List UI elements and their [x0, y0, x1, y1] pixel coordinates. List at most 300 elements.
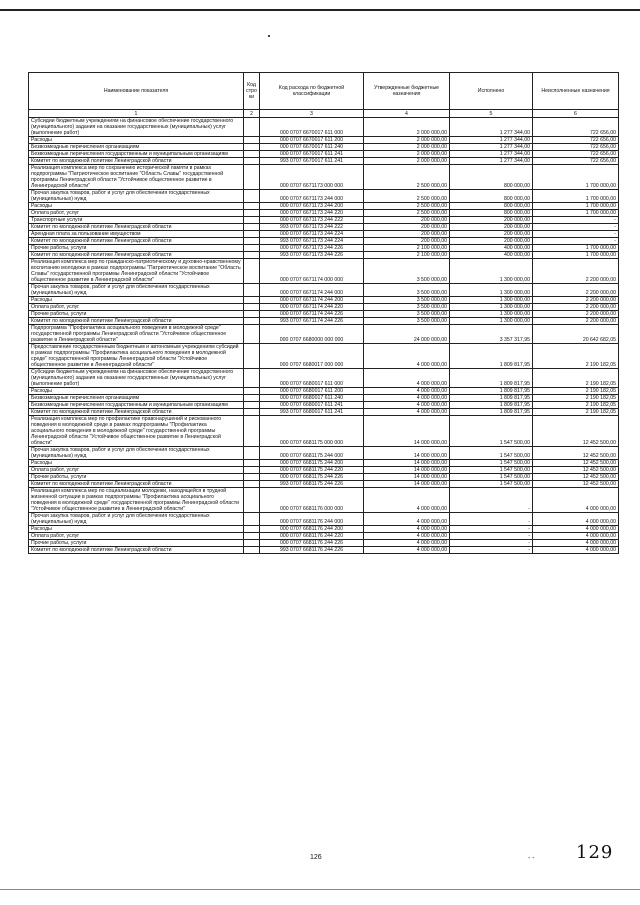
cell-indicator-name: Комитет по молодежной политике Ленинградской области [29, 409, 244, 416]
cell-budget-code: 993 0707 6681176 244 226 [260, 547, 364, 554]
table-header-row [29, 73, 619, 110]
cell-indicator-name: Прочие работы, услуги [29, 311, 244, 318]
cell-executed: - [450, 526, 533, 533]
cell-row-code [244, 118, 260, 137]
cell-executed: 400 000,00 [450, 245, 533, 252]
cell-approved: 2 000 000,00 [364, 137, 450, 144]
cell-row-code [244, 460, 260, 467]
cell-unexecuted: 1 700 000,00 [533, 165, 619, 190]
table-row [29, 224, 619, 231]
table-row [29, 533, 619, 540]
cell-row-code [244, 325, 260, 344]
cell-row-code [244, 190, 260, 203]
cell-unexecuted: 20 642 682,05 [533, 325, 619, 344]
cell-indicator-name: Арендная плата за пользование имуществом [29, 231, 244, 238]
column-number: 3 [260, 110, 364, 118]
cell-unexecuted: 12 452 500,00 [533, 467, 619, 474]
cell-approved: 3 500 000,00 [364, 311, 450, 318]
cell-approved: 2 000 000,00 [364, 118, 450, 137]
cell-row-code [244, 284, 260, 297]
cell-executed: 1 809 817,95 [450, 388, 533, 395]
cell-executed: 1 300 000,00 [450, 304, 533, 311]
cell-unexecuted: 12 452 500,00 [533, 416, 619, 447]
cell-budget-code: 000 0707 6681176 244 000 [260, 513, 364, 526]
cell-indicator-name: Безвозмездные перечисления организациям [29, 144, 244, 151]
table-row [29, 416, 619, 447]
cell-approved: 14 000 000,00 [364, 467, 450, 474]
cell-approved: 3 500 000,00 [364, 304, 450, 311]
cell-indicator-name: Оплата работ, услуг [29, 533, 244, 540]
cell-indicator-name: Расходы [29, 297, 244, 304]
table-row [29, 118, 619, 137]
cell-executed: 800 000,00 [450, 165, 533, 190]
cell-budget-code: 000 0707 6671173 244 000 [260, 190, 364, 203]
cell-row-code [244, 297, 260, 304]
cell-unexecuted: 722 656,00 [533, 118, 619, 137]
cell-executed: 1 809 817,95 [450, 395, 533, 402]
cell-row-code [244, 217, 260, 224]
header-executed: Исполнено [450, 73, 533, 110]
cell-budget-code: 000 0707 6671174 244 200 [260, 297, 364, 304]
cell-approved: 2 500 000,00 [364, 203, 450, 210]
cell-indicator-name: Безвозмездные перечисления государственным и муниципальным организациям [29, 151, 244, 158]
cell-unexecuted: 4 000 000,00 [533, 533, 619, 540]
cell-executed: 200 000,00 [450, 224, 533, 231]
cell-budget-code: 000 0707 6681176 000 000 [260, 488, 364, 513]
cell-row-code [244, 474, 260, 481]
cell-budget-code: 000 0707 6681175 000 000 [260, 416, 364, 447]
cell-budget-code: 000 0707 6681176 244 220 [260, 533, 364, 540]
cell-executed: 1 277 344,00 [450, 118, 533, 137]
cell-row-code [244, 311, 260, 318]
cell-executed: 1 300 000,00 [450, 259, 533, 284]
cell-row-code [244, 402, 260, 409]
cell-approved: 200 000,00 [364, 217, 450, 224]
cell-approved: 2 100 000,00 [364, 245, 450, 252]
table-row [29, 388, 619, 395]
table-row [29, 526, 619, 533]
cell-executed: 200 000,00 [450, 217, 533, 224]
cell-indicator-name: Прочие работы, услуги [29, 245, 244, 252]
cell-executed: 800 000,00 [450, 190, 533, 203]
cell-unexecuted: 722 656,00 [533, 158, 619, 165]
cell-unexecuted: 1 700 000,00 [533, 210, 619, 217]
table-row [29, 158, 619, 165]
cell-row-code [244, 488, 260, 513]
cell-budget-code: 000 0707 6680017 611 241 [260, 402, 364, 409]
cell-approved: 14 000 000,00 [364, 460, 450, 467]
cell-row-code [244, 395, 260, 402]
cell-executed: - [450, 547, 533, 554]
cell-unexecuted: 2 200 000,00 [533, 318, 619, 325]
cell-approved: 4 000 000,00 [364, 513, 450, 526]
table-row [29, 165, 619, 190]
budget-execution-table [28, 72, 619, 554]
cell-approved: 3 500 000,00 [364, 297, 450, 304]
cell-unexecuted: 4 000 000,00 [533, 513, 619, 526]
cell-row-code [244, 210, 260, 217]
cell-indicator-name: Субсидии бюджетным учреждениям на финансовое обеспечение государственного (муниципального) задания на оказание государственных (муниципальных) услуг (выполнение работ) [29, 369, 244, 388]
cell-row-code [244, 137, 260, 144]
page-number: 126 [310, 854, 322, 861]
cell-row-code [244, 318, 260, 325]
cell-budget-code: 000 0707 6680000 000 000 [260, 325, 364, 344]
cell-indicator-name: Прочие работы, услуги [29, 474, 244, 481]
cell-indicator-name: Прочая закупка товаров, работ и услуг для обеспечения государственных (муниципальных) нужд [29, 447, 244, 460]
cell-indicator-name: Прочая закупка товаров, работ и услуг для обеспечения государственных (муниципальных) нужд [29, 513, 244, 526]
cell-executed: 1 277 344,00 [450, 158, 533, 165]
cell-budget-code: 000 0707 6671173 244 220 [260, 210, 364, 217]
cell-row-code [244, 252, 260, 259]
table-row [29, 238, 619, 245]
cell-executed: - [450, 533, 533, 540]
cell-indicator-name: Оплата работ, услуг [29, 304, 244, 311]
table-row [29, 297, 619, 304]
cell-unexecuted: 12 452 500,00 [533, 474, 619, 481]
cell-indicator-name: Расходы [29, 388, 244, 395]
cell-approved: 4 000 000,00 [364, 344, 450, 369]
cell-approved: 2 000 000,00 [364, 151, 450, 158]
cell-approved: 200 000,00 [364, 231, 450, 238]
cell-row-code [244, 151, 260, 158]
cell-indicator-name: Комитет по молодежной политике Ленинградской области [29, 158, 244, 165]
cell-approved: 24 000 000,00 [364, 325, 450, 344]
cell-executed: 1 809 817,95 [450, 369, 533, 388]
cell-row-code [244, 547, 260, 554]
cell-executed: 1 300 000,00 [450, 318, 533, 325]
cell-executed: - [450, 488, 533, 513]
cell-row-code [244, 409, 260, 416]
cell-indicator-name: Безвозмездные перечисления организациям [29, 395, 244, 402]
cell-row-code [244, 165, 260, 190]
cell-budget-code: 000 0707 6670017 611 200 [260, 137, 364, 144]
cell-unexecuted: 1 700 000,00 [533, 252, 619, 259]
cell-executed: 1 277 344,00 [450, 151, 533, 158]
cell-budget-code: 000 0707 6681176 244 226 [260, 540, 364, 547]
cell-unexecuted: 1 700 000,00 [533, 245, 619, 252]
cell-row-code [244, 344, 260, 369]
cell-row-code [244, 144, 260, 151]
cell-unexecuted: 2 200 000,00 [533, 304, 619, 311]
cell-executed: 1 277 344,00 [450, 137, 533, 144]
cell-budget-code: 000 0707 6671173 244 226 [260, 245, 364, 252]
cell-executed: 1 809 817,95 [450, 402, 533, 409]
table-row [29, 447, 619, 460]
cell-unexecuted: 2 200 000,00 [533, 311, 619, 318]
cell-approved: 4 000 000,00 [364, 369, 450, 388]
cell-unexecuted: 722 656,00 [533, 137, 619, 144]
table-row [29, 344, 619, 369]
cell-row-code [244, 481, 260, 488]
cell-approved: 2 500 000,00 [364, 190, 450, 203]
cell-indicator-name: Прочая закупка товаров, работ и услуг для обеспечения государственных (муниципальных) нужд [29, 284, 244, 297]
header-unexecuted: Неисполненные назначения [533, 73, 619, 110]
cell-budget-code: 000 0707 6681175 244 000 [260, 447, 364, 460]
cell-approved: 4 000 000,00 [364, 395, 450, 402]
cell-indicator-name: Комитет по молодежной политике Ленинградской области [29, 252, 244, 259]
cell-indicator-name: Расходы [29, 203, 244, 210]
cell-executed: 1 547 500,00 [450, 467, 533, 474]
top-border-line [0, 9, 640, 11]
cell-row-code [244, 203, 260, 210]
cell-budget-code: 000 0707 6680017 611 240 [260, 395, 364, 402]
table-row [29, 460, 619, 467]
table-row [29, 245, 619, 252]
cell-row-code [244, 388, 260, 395]
cell-approved: 4 000 000,00 [364, 409, 450, 416]
table-row [29, 513, 619, 526]
cell-budget-code: 000 0707 6681175 244 226 [260, 474, 364, 481]
table-row [29, 402, 619, 409]
cell-unexecuted: - [533, 217, 619, 224]
cell-indicator-name: Субсидии бюджетным учреждениям на финансовое обеспечение государственного (муниципального) задания на оказание государственных (муниципальных) услуг (выполнение работ) [29, 118, 244, 137]
cell-budget-code: 000 0707 6670017 611 241 [260, 151, 364, 158]
cell-indicator-name: Расходы [29, 460, 244, 467]
cell-row-code [244, 513, 260, 526]
cell-indicator-name: Реализация комплекса мер по сохранению исторической памяти в рамках подпрограммы "Патриотическое воспитание "Область Славы" государственной программы Ленинградской области "Устойчивое общественное развитие в Ленинградской области" [29, 165, 244, 190]
cell-budget-code: 000 0707 6671173 244 222 [260, 217, 364, 224]
cell-indicator-name: Комитет по молодежной политике Ленинградской области [29, 318, 244, 325]
cell-unexecuted: 2 190 182,05 [533, 388, 619, 395]
table-row [29, 481, 619, 488]
cell-budget-code: 993 0707 6681175 244 226 [260, 481, 364, 488]
column-number: 6 [533, 110, 619, 118]
table-row [29, 151, 619, 158]
cell-indicator-name: Реализация комплекса мер по профилактике правонарушений и рискованного поведения в молодежной среде в рамках подпрограммы "Профилактика асоциального поведения в молодежной среде" государственной программы Ленинградской области "Устойчивое общественное развитие в Ленинградской области" [29, 416, 244, 447]
table-row [29, 203, 619, 210]
cell-budget-code: 000 0707 6671174 244 220 [260, 304, 364, 311]
table-row [29, 395, 619, 402]
cell-budget-code: 000 0707 6681175 244 200 [260, 460, 364, 467]
cell-unexecuted: 2 200 000,00 [533, 297, 619, 304]
cell-approved: 4 000 000,00 [364, 547, 450, 554]
cell-unexecuted: 722 656,00 [533, 151, 619, 158]
cell-unexecuted: 2 200 000,00 [533, 284, 619, 297]
cell-budget-code: 993 0707 6671173 244 226 [260, 252, 364, 259]
cell-executed: - [450, 540, 533, 547]
cell-row-code [244, 533, 260, 540]
cell-row-code [244, 304, 260, 311]
cell-executed: 1 300 000,00 [450, 297, 533, 304]
cell-unexecuted: - [533, 224, 619, 231]
cell-approved: 4 000 000,00 [364, 533, 450, 540]
cell-executed: 1 300 000,00 [450, 311, 533, 318]
cell-budget-code: 993 0707 6671173 244 222 [260, 224, 364, 231]
cell-indicator-name: Прочая закупка товаров, работ и услуг для обеспечения государственных (муниципальных) нужд [29, 190, 244, 203]
table-row [29, 488, 619, 513]
cell-approved: 14 000 000,00 [364, 416, 450, 447]
cell-budget-code: 000 0707 6680017 611 000 [260, 369, 364, 388]
cell-budget-code: 993 0707 6670017 611 241 [260, 158, 364, 165]
table-row [29, 190, 619, 203]
table-row [29, 467, 619, 474]
cell-budget-code: 000 0707 6681176 244 200 [260, 526, 364, 533]
table-row [29, 144, 619, 151]
cell-executed: 1 547 500,00 [450, 460, 533, 467]
cell-row-code [244, 526, 260, 533]
table-row [29, 474, 619, 481]
cell-unexecuted: 2 200 000,00 [533, 259, 619, 284]
cell-budget-code: 993 0707 6671173 244 224 [260, 238, 364, 245]
column-number: 1 [29, 110, 244, 118]
cell-approved: 2 100 000,00 [364, 252, 450, 259]
cell-approved: 200 000,00 [364, 238, 450, 245]
header-row-code: Код строки [244, 73, 260, 110]
cell-indicator-name: Оплата работ, услуг [29, 467, 244, 474]
cell-budget-code: 993 0707 6671174 244 226 [260, 318, 364, 325]
cell-unexecuted: 12 452 500,00 [533, 481, 619, 488]
cell-unexecuted: - [533, 231, 619, 238]
table-row [29, 311, 619, 318]
bottom-border-line [0, 889, 640, 890]
cell-budget-code: 000 0707 6671173 244 224 [260, 231, 364, 238]
column-number: 5 [450, 110, 533, 118]
cell-unexecuted: 2 190 182,05 [533, 369, 619, 388]
table-row [29, 210, 619, 217]
cell-unexecuted: 722 656,00 [533, 144, 619, 151]
cell-unexecuted: 4 000 000,00 [533, 526, 619, 533]
cell-unexecuted: 2 190 182,05 [533, 395, 619, 402]
scan-speck [268, 35, 270, 37]
cell-budget-code: 000 0707 6671173 000 000 [260, 165, 364, 190]
cell-executed: 1 547 500,00 [450, 416, 533, 447]
cell-executed: - [450, 513, 533, 526]
cell-executed: 1 809 817,95 [450, 344, 533, 369]
cell-budget-code: 993 0707 6680017 611 241 [260, 409, 364, 416]
cell-indicator-name: Прочие работы, услуги [29, 540, 244, 547]
cell-unexecuted: 4 000 000,00 [533, 540, 619, 547]
cell-approved: 2 500 000,00 [364, 165, 450, 190]
cell-row-code [244, 259, 260, 284]
column-number: 2 [244, 110, 260, 118]
cell-executed: 1 547 500,00 [450, 447, 533, 460]
table-row [29, 409, 619, 416]
cell-approved: 3 500 000,00 [364, 318, 450, 325]
table-row [29, 304, 619, 311]
header-budget-code: Код расхода по бюджетной классификации [260, 73, 364, 110]
table-row [29, 540, 619, 547]
table-row [29, 284, 619, 297]
cell-approved: 14 000 000,00 [364, 447, 450, 460]
cell-indicator-name: Безвозмездные перечисления государственным и муниципальным организациям [29, 402, 244, 409]
cell-indicator-name: Реализация комплекса мер по социализации молодежи, находящейся в трудной жизненной ситуации в рамках подпрограммы "Профилактика асоциального поведения в молодежной среде" государственной программы Ленинградской области "Устойчивое общественное развитие в Ленинградской области" [29, 488, 244, 513]
cell-budget-code: 000 0707 6670017 611 240 [260, 144, 364, 151]
cell-executed: 800 000,00 [450, 203, 533, 210]
table-row [29, 231, 619, 238]
cell-executed: 1 809 817,95 [450, 409, 533, 416]
cell-approved: 4 000 000,00 [364, 488, 450, 513]
cell-indicator-name: Комитет по молодежной политике Ленинградской области [29, 547, 244, 554]
column-number-row [29, 110, 619, 118]
table-row [29, 369, 619, 388]
cell-budget-code: 000 0707 6681175 244 220 [260, 467, 364, 474]
cell-row-code [244, 467, 260, 474]
cell-executed: 3 357 317,95 [450, 325, 533, 344]
table-row [29, 325, 619, 344]
cell-budget-code: 000 0707 6671174 244 000 [260, 284, 364, 297]
cell-unexecuted: 2 190 182,05 [533, 344, 619, 369]
cell-approved: 3 500 000,00 [364, 284, 450, 297]
cell-executed: 200 000,00 [450, 238, 533, 245]
cell-unexecuted: 4 000 000,00 [533, 488, 619, 513]
cell-executed: 1 547 500,00 [450, 481, 533, 488]
cell-approved: 4 000 000,00 [364, 402, 450, 409]
cell-budget-code: 000 0707 6680017 000 000 [260, 344, 364, 369]
table-row [29, 318, 619, 325]
cell-indicator-name: Комитет по молодежной политике Ленинградской области [29, 238, 244, 245]
cell-executed: 200 000,00 [450, 231, 533, 238]
cell-indicator-name: Комитет по молодежной политике Ленинградской области [29, 481, 244, 488]
cell-indicator-name: Подпрограмма "Профилактика асоциального поведения в молодежной среде" государственной программы Ленинградской области "Устойчивое общественное развитие в Ленинградской области" [29, 325, 244, 344]
cell-row-code [244, 540, 260, 547]
cell-row-code [244, 369, 260, 388]
table-row [29, 137, 619, 144]
cell-approved: 2 000 000,00 [364, 144, 450, 151]
cell-indicator-name: Расходы [29, 526, 244, 533]
cell-executed: 800 000,00 [450, 210, 533, 217]
cell-row-code [244, 416, 260, 447]
cell-unexecuted: 4 000 000,00 [533, 547, 619, 554]
cell-indicator-name: Комитет по молодежной политике Ленинградской области [29, 224, 244, 231]
header-approved: Утвержденные бюджетные назначения [364, 73, 450, 110]
cell-approved: 3 500 000,00 [364, 259, 450, 284]
cell-unexecuted: 2 190 182,05 [533, 409, 619, 416]
cell-approved: 2 500 000,00 [364, 210, 450, 217]
cell-executed: 400 000,00 [450, 252, 533, 259]
cell-row-code [244, 231, 260, 238]
cell-approved: 14 000 000,00 [364, 474, 450, 481]
cell-approved: 2 000 000,00 [364, 158, 450, 165]
cell-budget-code: 000 0707 6671174 244 226 [260, 311, 364, 318]
cell-approved: 200 000,00 [364, 224, 450, 231]
cell-row-code [244, 245, 260, 252]
cell-indicator-name: Расходы [29, 137, 244, 144]
table-row [29, 259, 619, 284]
footer-dash: - - [528, 855, 535, 862]
cell-indicator-name: Оплата работ, услуг [29, 210, 244, 217]
table-body [29, 118, 619, 554]
cell-executed: 1 300 000,00 [450, 284, 533, 297]
cell-row-code [244, 224, 260, 231]
handwritten-sheet-number: 129 [576, 842, 614, 863]
cell-budget-code: 000 0707 6671173 244 200 [260, 203, 364, 210]
cell-row-code [244, 158, 260, 165]
cell-indicator-name: Предоставление государственным бюджетным и автономным учреждениям субсидий в рамках подпрограммы "Профилактика асоциального поведения в молодежной среде" государственной программы Ленинградской области "Устойчивое общественное развитие в Ленинградской области" [29, 344, 244, 369]
cell-unexecuted: 2 190 182,05 [533, 402, 619, 409]
table-row [29, 547, 619, 554]
cell-unexecuted: 12 452 500,00 [533, 447, 619, 460]
cell-unexecuted: 12 452 500,00 [533, 460, 619, 467]
cell-budget-code: 000 0707 6670017 611 000 [260, 118, 364, 137]
table-row [29, 252, 619, 259]
cell-unexecuted: 1 700 000,00 [533, 203, 619, 210]
cell-unexecuted: - [533, 238, 619, 245]
cell-executed: 1 547 500,00 [450, 474, 533, 481]
cell-row-code [244, 238, 260, 245]
cell-indicator-name: Транспортные услуги [29, 217, 244, 224]
cell-row-code [244, 447, 260, 460]
table-row [29, 217, 619, 224]
cell-approved: 14 000 000,00 [364, 481, 450, 488]
cell-approved: 4 000 000,00 [364, 526, 450, 533]
header-indicator-name: Наименование показателя [29, 73, 244, 110]
cell-approved: 4 000 000,00 [364, 388, 450, 395]
cell-approved: 4 000 000,00 [364, 540, 450, 547]
cell-budget-code: 000 0707 6671174 000 000 [260, 259, 364, 284]
cell-executed: 1 277 344,00 [450, 144, 533, 151]
cell-indicator-name: Реализация комплекса мер по гражданско-патриотическому и духовно-нравственному воспитанию молодежи в рамках подпрограммы "Патриотическое воспитание "Область Славы" государственной программы Ленинградской области "Устойчивое общественное развитие в Ленинградской области" [29, 259, 244, 284]
column-number: 4 [364, 110, 450, 118]
